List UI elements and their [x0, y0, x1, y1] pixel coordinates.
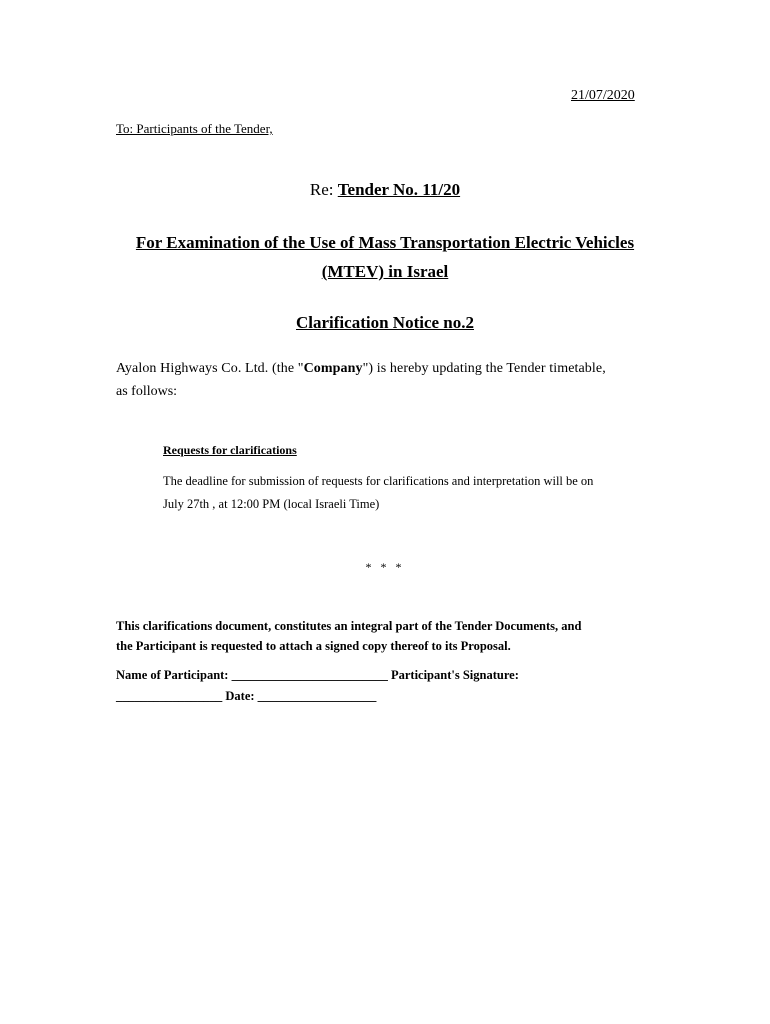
- deadline-line-2: July 27th , at 12:00 PM (local Israeli Time): [163, 497, 380, 511]
- section-heading: Requests for clarifications: [163, 443, 297, 457]
- re-line: [0, 180, 770, 200]
- signature-line-2: _________________ Date: ___________________: [116, 689, 377, 703]
- deadline-line-1: The deadline for submission of requests for clarifications and interpretation will be on: [163, 474, 594, 488]
- closing-line-1: This clarifications document, constitutes an integral part of the Tender Documents, and: [116, 619, 582, 633]
- intro-paragraph-line-1: [116, 361, 606, 377]
- addressee: To: Participants of the Tender,: [116, 121, 273, 136]
- tender-number: Tender No. 11/20: [337, 180, 461, 199]
- intro-paragraph-line-2: as follows:: [116, 384, 178, 399]
- tender-title-line-2: (MTEV) in Israel: [321, 262, 449, 281]
- separator: * * *: [365, 560, 405, 574]
- notice-title: Clarification Notice no.2: [296, 313, 474, 332]
- document-date: 21/07/2020: [571, 88, 635, 103]
- intro-before: Ayalon Highways Co. Ltd. (the ": [116, 361, 304, 376]
- closing-line-2: the Participant is requested to attach a signed copy thereof to its Proposal.: [116, 639, 511, 653]
- re-prefix: Re:: [309, 180, 338, 199]
- company-term: Company: [303, 361, 363, 376]
- tender-title-line-1: For Examination of the Use of Mass Transportation Electric Vehicles: [135, 233, 635, 252]
- signature-line-1: Name of Participant: _________________________ Participant's Signature:: [116, 668, 519, 682]
- intro-after: ") is hereby updating the Tender timetable,: [362, 361, 606, 376]
